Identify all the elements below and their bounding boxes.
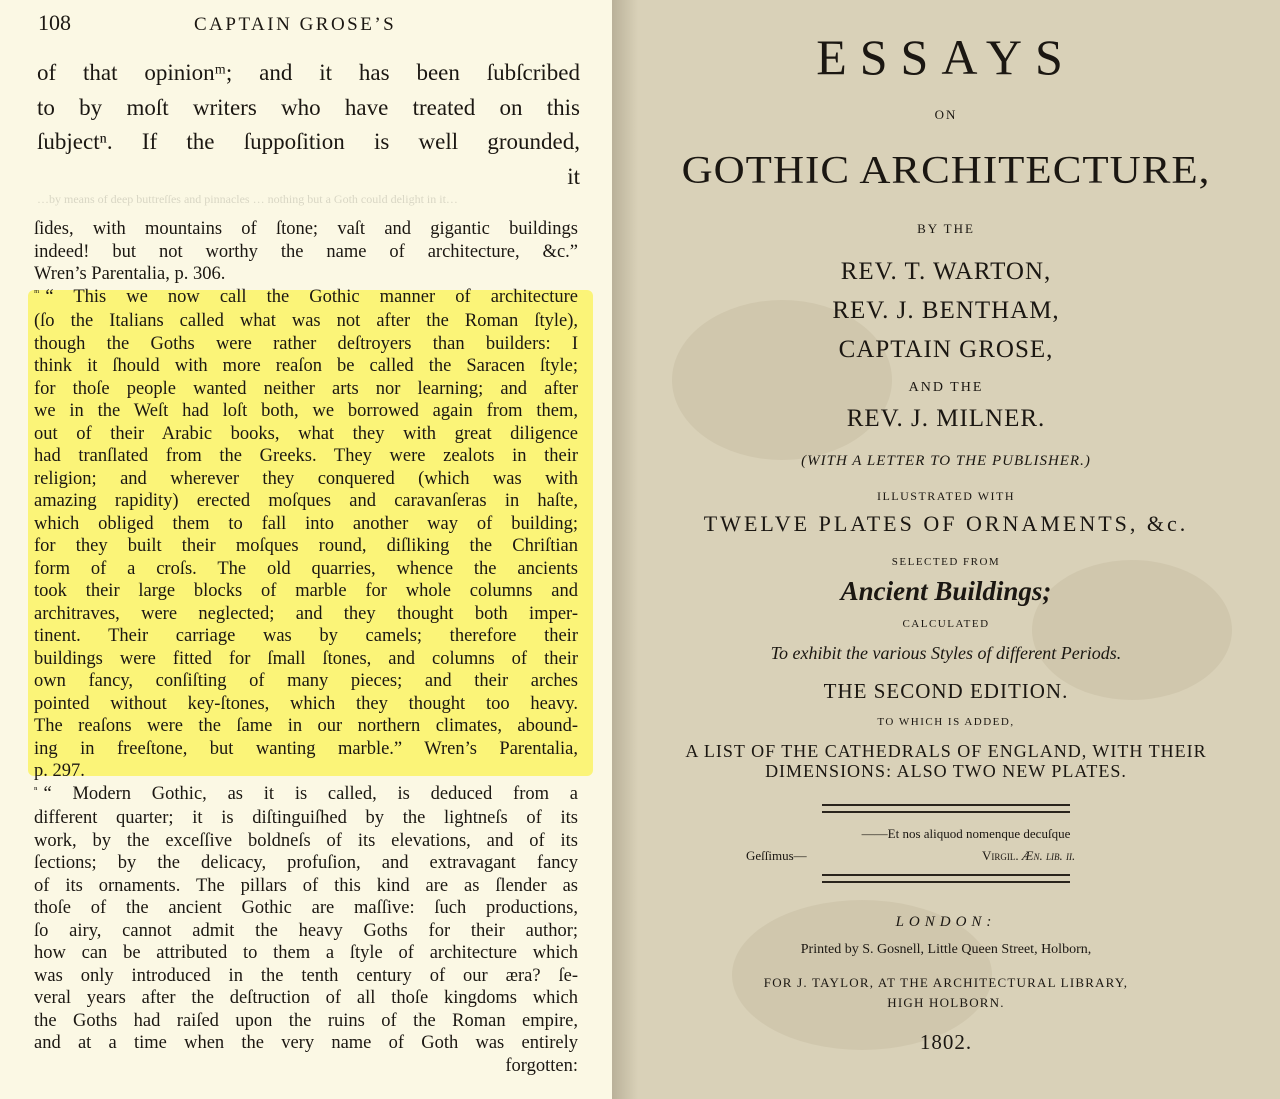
footnote-m-first-line — [34, 286, 578, 311]
author-warton: REV. T. WARTON, — [840, 258, 1052, 285]
main-line: to by moſt writers who have treated on this — [37, 94, 580, 120]
imprint-printer: Printed by S. Gosnell, Little Queen Street, Holborn, — [800, 942, 1092, 957]
illustrated-with: ILLUSTRATED WITH — [876, 489, 1016, 503]
footnote-line: p. 297. — [34, 761, 85, 781]
footnote-line: thoſe of the ancient Gothic are maſſive: ſuch productions, — [34, 898, 578, 918]
footnote-line: had tranſlated from the Greeks. They were zealots in their — [34, 446, 578, 466]
ancient-buildings: Ancient Buildings; — [840, 576, 1052, 606]
footnote-line: amazing rapidity) erected moſques and caravanſeras in haſte, — [34, 491, 578, 511]
footnote-line: ſections; by the delicacy, profuſion, and extravagant fancy — [34, 853, 578, 873]
footnote-line: how can be attributed to them a ſtyle of architecture which — [34, 943, 578, 963]
footnote-line: different quarter; it is diſtinguiſhed by the lightneſs of its — [34, 808, 578, 828]
epigraph-attribution: Virgil. — [982, 848, 1019, 863]
footnote-line: buildings were fitted for ſmall ſtones, and columns of their — [34, 648, 578, 669]
main-line: ſubjectⁿ. If the ſuppoſition is well grounded, — [37, 129, 580, 154]
footnote-line: ing in freeſtone, but wanting marble.” Wren’s Parentalia, — [34, 738, 578, 759]
footnote-marker-m: ᵐ — [34, 286, 40, 299]
epigraph-line-1: ——Et nos aliquod nomenque decuſque — [861, 826, 1071, 841]
epigraph-source — [982, 848, 1075, 864]
footnote-line: “ This we now call the Gothic manner of architecture — [45, 286, 578, 307]
footnote-line: which obliged them to fall into another way of building; — [34, 513, 578, 534]
footnote-line: for thoſe people wanted neither arts nor learning; and after — [34, 378, 578, 399]
main-text — [37, 56, 580, 194]
footnote-line: “ Modern Gothic, as it is called, is deduced from a — [43, 783, 578, 804]
main-line: of that opinionᵐ; and it has been ſubſcribed — [37, 60, 580, 85]
publisher-line-2: HIGH HOLBORN. — [887, 995, 1005, 1010]
footnote-line: for they built their moſques round, diſliking the Chriſtian — [34, 536, 578, 556]
title-subject: GOTHIC ARCHITECTURE, — [681, 149, 1211, 192]
imprint-london: LONDON: — [895, 914, 997, 930]
title-page — [612, 0, 1280, 1099]
footnote-line: and at a time when the very name of Goth was entirely — [34, 1033, 578, 1053]
author-milner: REV. J. MILNER. — [846, 405, 1046, 432]
double-rule-top — [822, 804, 1070, 813]
footnote-line: though the Goths were rather deſtroyers than builders: I — [34, 333, 578, 354]
footnote-line: the Goths had raiſed upon the ruins of the Roman empire, — [34, 1010, 578, 1031]
show-through-text: …by means of deep buttreſſes and pinnacles … nothing but a Goth could delight in it… — [37, 192, 458, 206]
imprint-publisher — [612, 973, 1280, 1013]
footnote-line: think it ſhould with more reaſon be called the Saracen ſtyle; — [34, 356, 578, 376]
running-head — [38, 10, 578, 40]
footnote-line: architraves, were neglected; and they thought both imper- — [34, 603, 578, 624]
footnote-line: we in the Weſt had loſt both, we borrowed again from them, — [34, 401, 578, 421]
footnote-line: veral years after the deſtruction of all thoſe kingdoms which — [34, 988, 578, 1008]
page-number: 108 — [38, 10, 71, 35]
calculated: CALCULATED — [902, 618, 990, 630]
by-the: BY THE — [917, 221, 975, 236]
running-title: CAPTAIN GROSE’S — [194, 14, 397, 35]
and-the: AND THE — [908, 380, 984, 395]
plates-line: TWELVE PLATES OF ORNAMENTS, &c. — [703, 511, 1189, 536]
footnote-line: of its ornaments. The pillars of this kind are as ſlender as — [34, 875, 578, 896]
double-rule-bottom — [822, 874, 1070, 883]
author-bentham: REV. J. BENTHAM, — [832, 297, 1060, 324]
letter-note: (WITH A LETTER TO THE PUBLISHER.) — [801, 453, 1091, 469]
footnote-line: Wren’s Parentalia, p. 306. — [34, 264, 226, 284]
imprint-year: 1802. — [919, 1030, 973, 1054]
publisher-line-1: FOR J. TAYLOR, AT THE ARCHITECTURAL LIBRARY, — [763, 975, 1129, 990]
footnote-line: ſo airy, cannot admit the heavy Goths for their author; — [34, 920, 578, 941]
footnote-line: form of a croſs. The old quarries, whence the ancients — [34, 558, 578, 579]
footnote-line: pointed without key-ſtones, which they thought too heavy. — [34, 693, 578, 714]
edition: THE SECOND EDITION. — [823, 679, 1069, 703]
footnote-line: was only introduced in the tenth century of our æra? ſe- — [34, 965, 578, 986]
cathedrals-list-note — [612, 741, 1280, 781]
left-page — [0, 0, 612, 1099]
epigraph-text: Geſſimus— — [746, 848, 807, 863]
list-line-2: DIMENSIONS: ALSO TWO NEW PLATES. — [765, 761, 1127, 781]
title-essays: ESSAYS — [816, 29, 1076, 85]
exhibit-line: To exhibit the various Styles of different Periods. — [770, 643, 1122, 663]
author-grose: CAPTAIN GROSE, — [838, 336, 1054, 363]
title-on: ON — [934, 107, 958, 122]
footnote-line: own fancy, conſiſting of many pieces; and their arches — [34, 671, 578, 691]
footnote-line: The reaſons were the ſame in our northern climates, abound- — [34, 716, 578, 736]
catchword: it — [567, 163, 580, 189]
footnote-line: religion; and wherever they conquered (which was with — [34, 468, 578, 489]
footnote-line: work, by the exceſſive boldneſs of its elevations, and of its — [34, 830, 578, 851]
list-line-1: A LIST OF THE CATHEDRALS OF ENGLAND, WITH THEIR — [685, 741, 1207, 761]
footnotes — [34, 218, 578, 1077]
footnote-n-first-line — [34, 783, 578, 808]
footnote-line: took their large blocks of marble for whole columns and — [34, 581, 578, 601]
footnote-marker-n: ⁿ — [34, 783, 38, 796]
footnote-line: tinent. Their carriage was by camels; therefore their — [34, 626, 578, 646]
footnote-line: forgotten: — [505, 1055, 578, 1076]
footnote-line: out of their Arabic books, what they with great diligence — [34, 423, 578, 444]
epigraph-reference: Æn. lib. ii. — [1021, 848, 1076, 863]
footnote-line: indeed! but not worthy the name of architecture, &c.” — [34, 241, 578, 262]
selected-from: SELECTED FROM — [891, 556, 1001, 568]
footnote-line: (ſo the Italians called what was not after the Roman ſtyle), — [34, 311, 578, 331]
footnote-line: ſides, with mountains of ſtone; vaſt and gigantic buildings — [34, 219, 578, 239]
to-which-added: TO WHICH IS ADDED, — [877, 716, 1015, 728]
